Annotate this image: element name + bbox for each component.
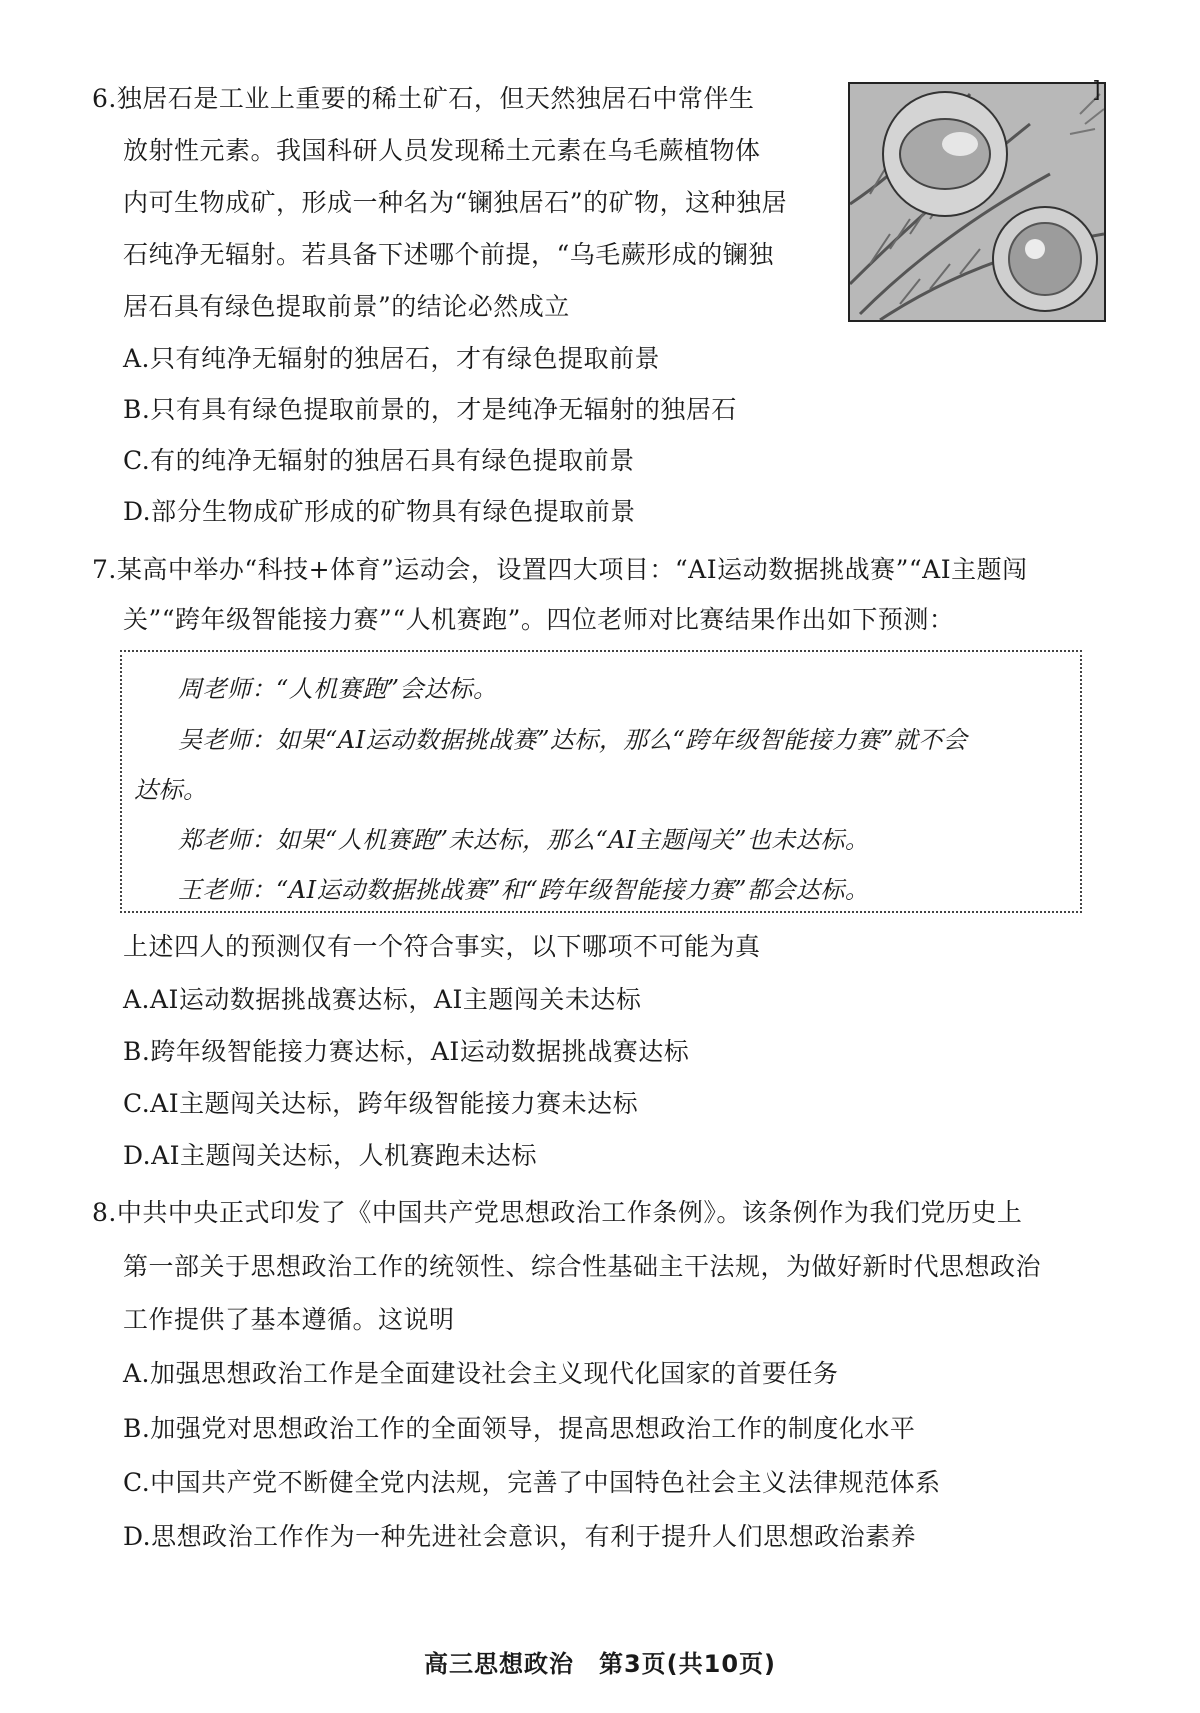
prediction-zheng: 郑老师：如果“人机赛跑”未达标，那么“AI主题闯关”也未达标。 bbox=[178, 826, 870, 854]
q8-stem-line-1: 8.中共中央正式印发了《中国共产党思想政治工作条例》。该条例作为我们党历史上 bbox=[92, 1198, 1023, 1227]
q8-option-c: C.中国共产党不断健全党内法规，完善了中国特色社会主义法律规范体系 bbox=[123, 1468, 941, 1497]
q8-option-d: D.思想政治工作作为一种先进社会意识，有利于提升人们思想政治素养 bbox=[123, 1522, 917, 1551]
q8-stem-line-3: 工作提供了基本遵循。这说明 bbox=[123, 1305, 455, 1334]
q6-stem-line-3: 内可生物成矿，形成一种名为“镧独居石”的矿物，这种独居 bbox=[123, 188, 788, 217]
q7-option-c: C.AI主题闯关达标，跨年级智能接力赛未达标 bbox=[123, 1089, 639, 1118]
q8-option-a: A.加强思想政治工作是全面建设社会主义现代化国家的首要任务 bbox=[123, 1359, 839, 1388]
q6-stem-line-2: 放射性元素。我国科研人员发现稀土元素在乌毛蕨植物体 bbox=[123, 136, 761, 165]
q6-stem-line-5: 居石具有绿色提取前景”的结论必然成立 bbox=[123, 292, 570, 321]
fern-monazite-photo bbox=[848, 82, 1106, 322]
q7-option-d: D.AI主题闯关达标，人机赛跑未达标 bbox=[123, 1141, 538, 1170]
q6-option-a: A.只有纯净无辐射的独居石，才有绿色提取前景 bbox=[123, 344, 661, 373]
page-footer: 高三思想政治 第3页(共10页) bbox=[423, 1650, 777, 1678]
prediction-wu: 吴老师：如果“AI运动数据挑战赛”达标，那么“跨年级智能接力赛”就不会 bbox=[178, 726, 968, 754]
q8-option-b: B.加强党对思想政治工作的全面领导，提高思想政治工作的制度化水平 bbox=[123, 1414, 916, 1443]
q7-stem-line-1: 7.某高中举办“科技+体育”运动会，设置四大项目：“AI运动数据挑战赛”“AI主题闯 bbox=[92, 555, 1028, 584]
corner-mark: ] bbox=[1092, 78, 1101, 103]
q6-option-c: C.有的纯净无辐射的独居石具有绿色提取前景 bbox=[123, 446, 635, 475]
q7-option-a: A.AI运动数据挑战赛达标，AI主题闯关未达标 bbox=[123, 985, 642, 1014]
fern-monazite-photo-svg bbox=[850, 84, 1104, 320]
q7-option-b: B.跨年级智能接力赛达标，AI运动数据挑战赛达标 bbox=[123, 1037, 690, 1066]
q6-option-d: D.部分生物成矿形成的矿物具有绿色提取前景 bbox=[123, 497, 636, 526]
prediction-wang: 王老师：“AI运动数据挑战赛”和“跨年级智能接力赛”都会达标。 bbox=[178, 876, 870, 904]
q6-stem-line-1: 6.独居石是工业上重要的稀土矿石，但天然独居石中常伴生 bbox=[92, 84, 755, 113]
q6-stem-line-4: 石纯净无辐射。若具备下述哪个前提，“乌毛蕨形成的镧独 bbox=[123, 240, 774, 269]
prediction-zhou: 周老师：“人机赛跑”会达标。 bbox=[178, 675, 498, 703]
prediction-wu-cont: 达标。 bbox=[134, 776, 208, 804]
q7-stem-line-2: 关”“跨年级智能接力赛”“人机赛跑”。四位老师对比赛结果作出如下预测： bbox=[123, 605, 955, 634]
q7-stem-after: 上述四人的预测仅有一个符合事实，以下哪项不可能为真 bbox=[123, 932, 761, 961]
q8-stem-line-2: 第一部关于思想政治工作的统领性、综合性基础主干法规，为做好新时代思想政治 bbox=[123, 1252, 1042, 1281]
q6-option-b: B.只有具有绿色提取前景的，才是纯净无辐射的独居石 bbox=[123, 395, 737, 424]
